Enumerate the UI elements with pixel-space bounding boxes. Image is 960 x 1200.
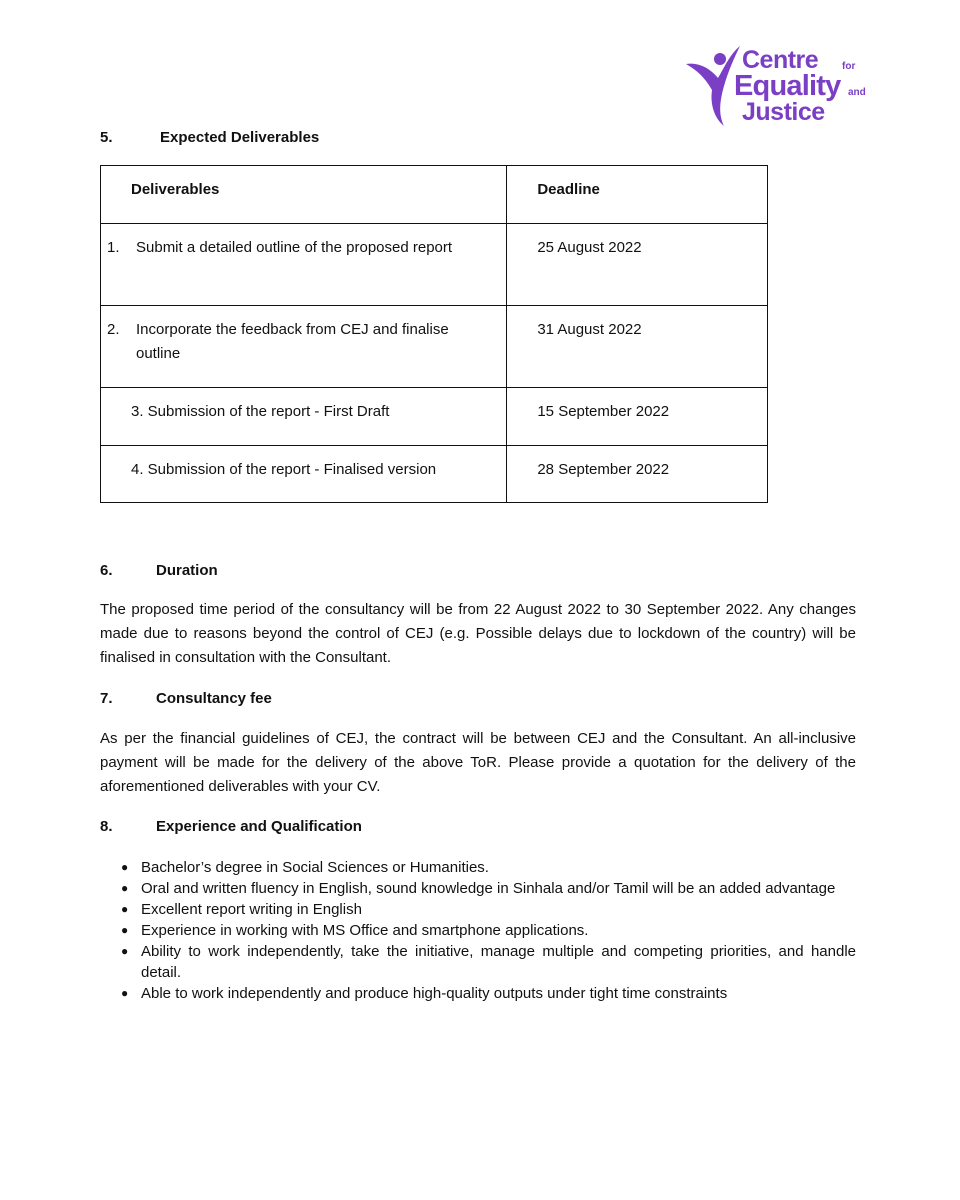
list-item <box>100 878 856 899</box>
deadline-cell: 28 September 2022 <box>507 446 768 503</box>
section-7-number: 7. <box>100 690 113 707</box>
section-6-title: Duration <box>156 562 218 579</box>
section-5-title: Expected Deliverables <box>160 129 320 146</box>
logo-word-equality: Equality <box>734 70 841 102</box>
section-7-title: Consultancy fee <box>156 690 272 707</box>
bullet-icon: ● <box>121 944 129 958</box>
deliverable-number: 1. <box>107 239 120 256</box>
logo-word-and: and <box>848 87 866 98</box>
deliverable-text: Incorporate the feedback from CEJ and finalise outline <box>136 321 449 362</box>
logo-word-justice: Justice <box>742 98 825 126</box>
table-row <box>101 306 768 388</box>
deadline-cell: 31 August 2022 <box>507 306 768 388</box>
table-row <box>101 224 768 306</box>
section-6-heading <box>100 562 500 582</box>
section-8-title: Experience and Qualification <box>156 818 362 835</box>
bullet-icon: ● <box>121 923 129 937</box>
deliverable-text: 3. Submission of the report - First Draft <box>131 403 390 420</box>
list-item-text: Experience in working with MS Office and smartphone applications. <box>141 922 589 939</box>
deadline-cell: 25 August 2022 <box>507 224 768 306</box>
deliverable-cell <box>101 446 507 503</box>
header-deadline: Deadline <box>507 166 768 224</box>
list-item-text: Bachelor’s degree in Social Sciences or Humanities. <box>141 859 489 876</box>
table-row <box>101 446 768 503</box>
section-8-number: 8. <box>100 818 113 835</box>
cej-logo <box>684 38 874 130</box>
qualification-list <box>100 857 856 1004</box>
deliverable-cell <box>101 388 507 446</box>
duration-paragraph: The proposed time period of the consultancy will be from 22 August 2022 to 30 September 2022. Any changes made due to reasons beyond the control of CEJ (e.g. Possible delays due to lockdown of the country) will be finalised in consultation with the Consultant. <box>100 601 856 666</box>
bullet-icon: ● <box>121 860 129 874</box>
list-item-text: Able to work independently and produce high-quality outputs under tight time constraints <box>141 985 728 1002</box>
deliverable-cell <box>101 224 507 306</box>
section-8-heading <box>100 818 500 838</box>
list-item <box>100 857 856 878</box>
header-deliverables: Deliverables <box>101 166 507 224</box>
list-item-text: Oral and written fluency in English, sound knowledge in Sinhala and/or Tamil will be an added advantage <box>141 880 836 897</box>
deliverable-text: Submit a detailed outline of the proposed report <box>136 239 453 256</box>
table-row <box>101 388 768 446</box>
section-7-heading <box>100 690 500 710</box>
logo-word-centre: Centre <box>742 46 819 74</box>
consultancy-fee-paragraph: As per the financial guidelines of CEJ, the contract will be between CEJ and the Consultant. An all-inclusive payment will be made for the delivery of the above ToR. Please provide a quotation for the delivery of the aforementioned deliverables with your CV. <box>100 730 856 795</box>
list-item <box>100 983 856 1004</box>
section-6-number: 6. <box>100 562 113 579</box>
list-item <box>100 920 856 941</box>
deadline-cell: 15 September 2022 <box>507 388 768 446</box>
section-5-number: 5. <box>100 129 113 146</box>
deliverables-table <box>100 165 768 503</box>
section-5-heading <box>100 129 500 149</box>
deliverable-cell <box>101 306 507 388</box>
bullet-icon: ● <box>121 881 129 895</box>
table-header-row <box>101 166 768 224</box>
list-item-text: Ability to work independently, take the initiative, manage multiple and competing priorities, and handle detail. <box>141 943 856 981</box>
deliverable-number: 2. <box>107 321 120 338</box>
list-item <box>100 941 856 983</box>
logo-word-for: for <box>842 61 856 72</box>
bullet-icon: ● <box>121 902 129 916</box>
bullet-icon: ● <box>121 986 129 1000</box>
list-item-text: Excellent report writing in English <box>141 901 362 918</box>
list-item <box>100 899 856 920</box>
deliverable-text: 4. Submission of the report - Finalised version <box>131 461 437 478</box>
